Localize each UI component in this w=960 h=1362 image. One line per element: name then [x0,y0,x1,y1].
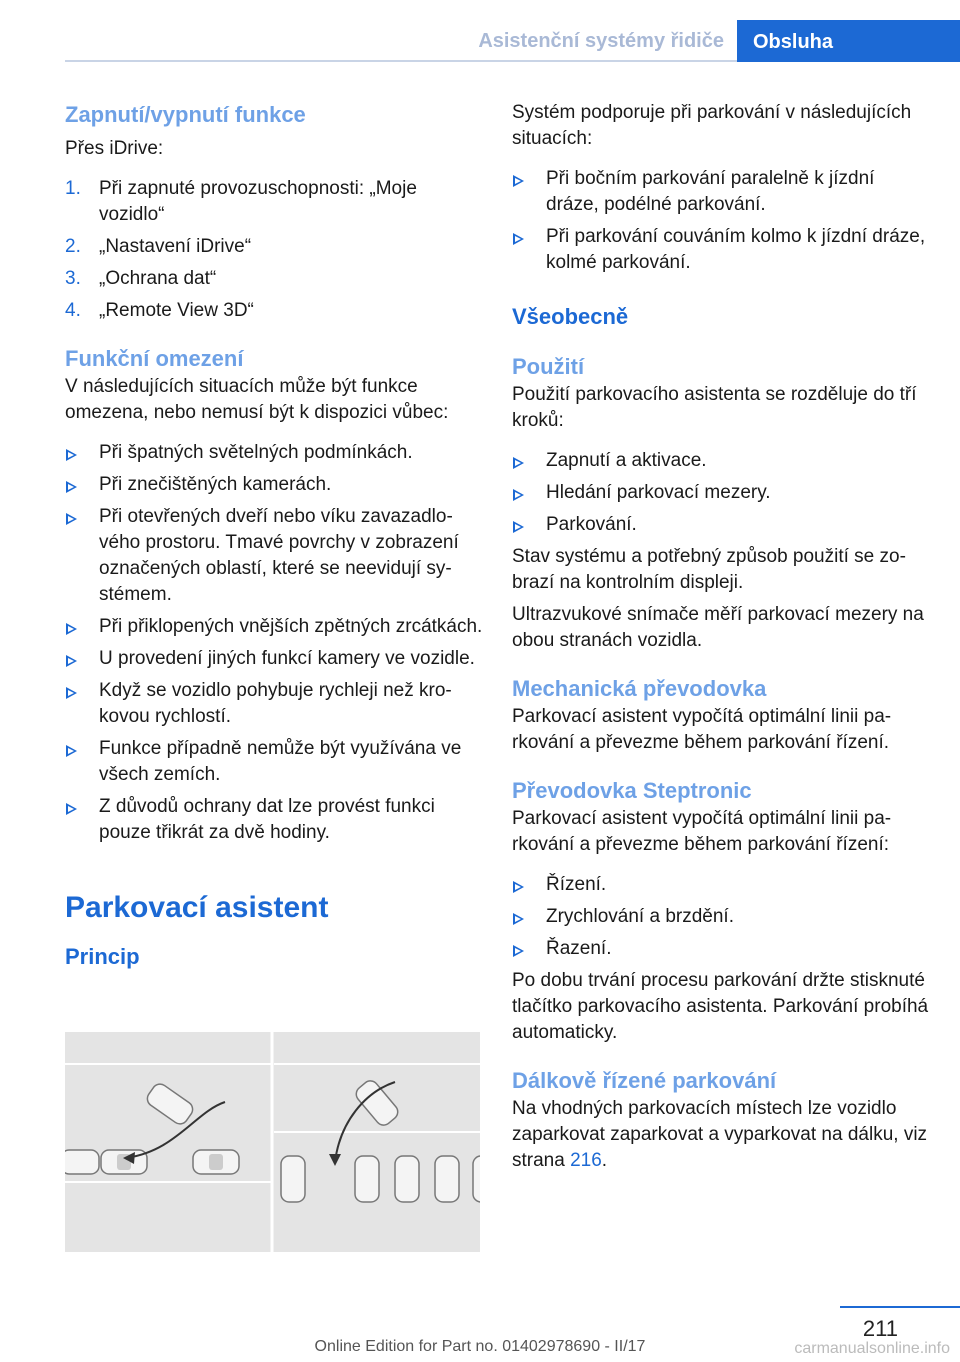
pres-idrive-text: Přes iDrive: [65,138,164,159]
list-item: Při přiklopených vnějších zpětných zrcátkách. [65,614,485,640]
list-item: Při znečištěných kamerách. [65,472,485,498]
dalkove-heading: Dálkově řízené parkování [512,1068,777,1093]
list-item: Z důvodů ochrany dat lze provést funkci pouze třikrát za dvě hodiny. [65,794,485,846]
list-item: Když se vozidlo pohybuje rychleji než krokovou rychlostí. [65,678,485,730]
bullet-triangle-icon [66,623,77,635]
bullet-triangle-icon [513,457,524,469]
omezeni-heading: Funkční omezení [65,346,244,371]
omezeni-intro: V následujících situacích může být funkce omezena, nebo nemusí být k dispozici vůbec: [65,376,449,423]
bullet-triangle-icon [513,489,524,501]
left-column [65,100,485,972]
dalkove-text: Na vhodných parkovacích místech lze vozidlo zaparkovat zaparkovat a vyparkovat na dálku, viz strana 216. [512,1098,928,1171]
bullet-triangle-icon [66,687,77,699]
list-item: Při bočním parkování paralelně k jízdní dráze, podélné parkování. [512,166,932,218]
list-item: Při parkování couváním kolmo k jízdní dráze, kolmé parkování. [512,224,932,276]
zapnuti-heading: Zapnutí/vypnutí funkce [65,102,306,127]
pouziti-heading: Použití [512,354,585,379]
page-link-216[interactable]: 216 [570,1150,602,1171]
bullet-triangle-icon [513,521,524,533]
header-chapter-tab: Obsluha [737,20,960,62]
mechanicka-text: Parkovací asistent vypočítá optimální linii parkování a převezme během parkování řízení. [512,706,892,753]
footer-edition: Online Edition for Part no. 01402978690 - II/17 [314,1338,646,1355]
bullet-triangle-icon [66,745,77,757]
steptronic-list [512,872,932,962]
intro-text: Systém podporuje při parkování v následujících situacích: [512,102,912,149]
bullet-triangle-icon [66,449,77,461]
bullet-triangle-icon [513,945,524,957]
ultrazvuk-text: Ultrazvukové snímače měří parkovací mezery na obou stranách vozidla. [512,604,924,651]
right-column [512,100,932,1174]
kroky-list [512,448,932,538]
bullet-triangle-icon [66,513,77,525]
omezeni-list [65,440,485,846]
bullet-triangle-icon [513,881,524,893]
list-item: Řízení. [512,872,932,898]
bullet-triangle-icon [66,803,77,815]
mechanicka-heading: Mechanická převodovka [512,676,767,701]
list-item: Funkce případně nemůže být využívána ve všech zemích. [65,736,485,788]
list-item: Zrychlování a brzdění. [512,904,932,930]
list-item: Parkování. [512,512,932,538]
steps-list [65,176,485,324]
step-item: 3. „Ochrana dat“ [65,268,217,289]
parking-illustration [65,1032,480,1252]
step-item: 2. „Nastavení iDrive“ [65,236,252,257]
list-item: Zapnutí a aktivace. [512,448,932,474]
list-item: Řazení. [512,936,932,962]
vseobecne-heading: Všeobecně [512,304,629,329]
list-item: Hledání parkovací mezery. [512,480,932,506]
step-item: 1. Při zapnuté provozuschopnosti: „Moje vozidlo“ [65,178,417,225]
po-dobu-text: Po dobu trvání procesu parkování držte stisknuté tlačítko parkovacího asistenta. Parkování probíhá automaticky. [512,970,929,1043]
stav-text: Stav systému a potřebný způsob použití se zobrazí na kontrolním displeji. [512,546,906,593]
list-item: Při špatných světelných podmínkách. [65,440,485,466]
bullet-triangle-icon [513,175,524,187]
list-item: Při otevřených dveří nebo víku zavazadlového prostoru. Tmavé povrchy v zobrazení označených oblastí, které se neevidují systémem. [65,504,485,608]
bullet-triangle-icon [513,233,524,245]
pouziti-text: Použití parkovacího asistenta se rozděluje do tří kroků: [512,384,917,431]
princip-heading: Princip [65,944,140,969]
page-number: 211 [862,1316,898,1341]
bullet-triangle-icon [66,481,77,493]
bullet-triangle-icon [513,913,524,925]
steptronic-text: Parkovací asistent vypočítá optimální linii parkování a převezme během parkování řízení: [512,808,892,855]
situace-list [512,166,932,276]
watermark: carmanualsonline.info [794,1340,950,1357]
parking-diagram [65,1032,480,1252]
parkovaci-asistent-heading: Parkovací asistent [65,891,329,924]
steptronic-heading: Převodovka Steptronic [512,778,752,803]
footer-rule [840,1306,960,1308]
step-item: 4. „Remote View 3D“ [65,300,254,321]
header-section-title: Asistenční systémy řidiče [478,30,724,52]
bullet-triangle-icon [66,655,77,667]
list-item: U provedení jiných funkcí kamery ve vozidle. [65,646,485,672]
